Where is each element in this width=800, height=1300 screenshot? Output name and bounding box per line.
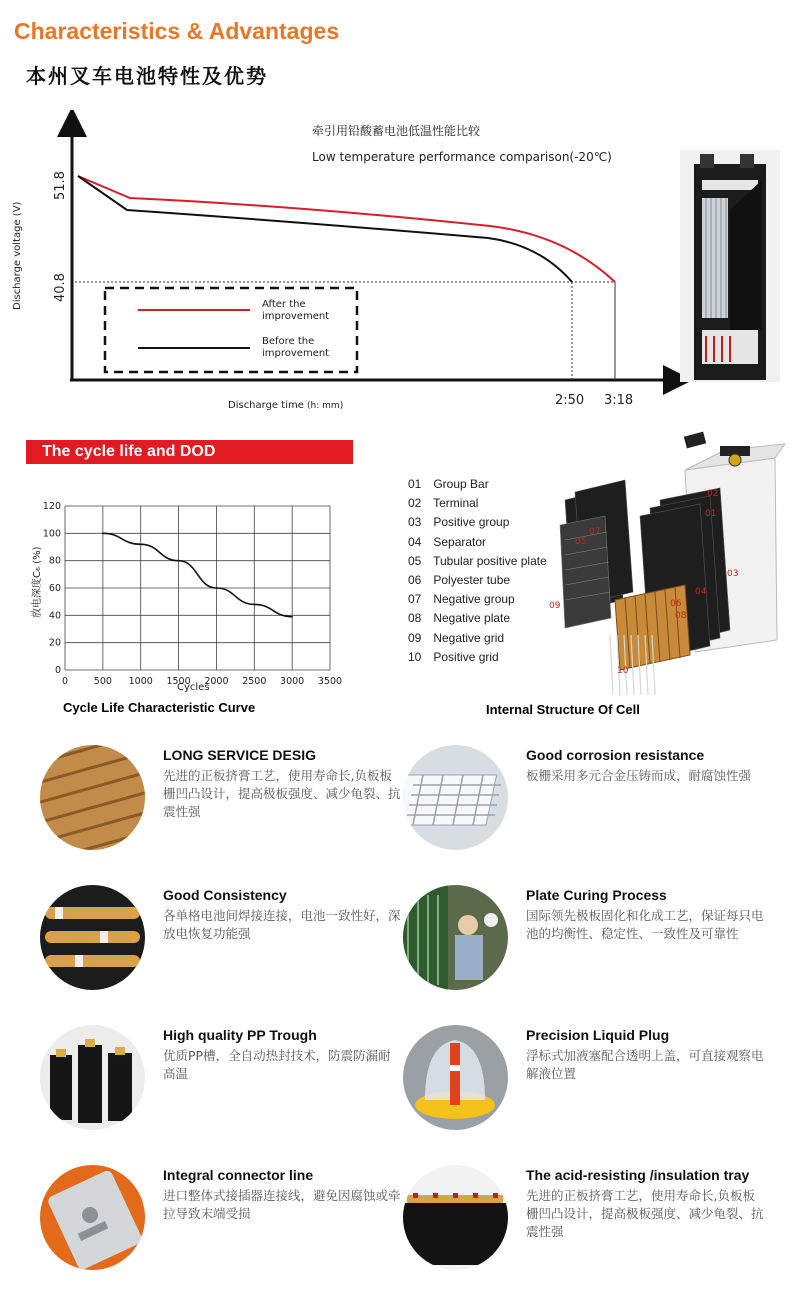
callout-09: 09 <box>549 601 561 611</box>
cycle-ylabel: 放电深度C₆ (%) <box>32 546 43 618</box>
feature-curing <box>403 885 763 995</box>
cycle-y-tick: 60 <box>48 583 61 594</box>
feature-consistency <box>40 885 400 995</box>
feature-long-service <box>40 745 400 855</box>
structure-item <box>408 648 558 667</box>
callout-07: 07 <box>589 527 601 537</box>
cycle-y-tick: 20 <box>48 637 61 649</box>
feature-corrosion <box>403 745 763 855</box>
lowtemp-xlabel <box>228 400 343 411</box>
cycle-y-tick: 100 <box>42 528 61 540</box>
feature-desc: 国际领先极板固化和化成工艺，保证每只电池的均衡性、稳定性、一致性及可靠性 <box>526 908 764 941</box>
lowtemp-xtick-1: 2:50 <box>555 393 585 408</box>
feature-title: Plate Curing Process <box>526 887 667 903</box>
structure-label: Group Bar <box>433 477 489 491</box>
exploded-cell-illustration <box>545 430 790 700</box>
structure-legend <box>408 475 558 667</box>
structure-item <box>408 494 558 513</box>
structure-item <box>408 571 558 590</box>
structure-label: Tubular positive plate <box>433 553 547 568</box>
callout-05: 05 <box>575 537 587 547</box>
cycle-y-tick: 120 <box>42 501 61 512</box>
feature-title: Integral connector line <box>163 1167 314 1183</box>
feature-desc: 优质PP槽，全自动热封技术，防震防漏耐高温 <box>163 1048 391 1081</box>
feature-title: Good corrosion resistance <box>526 747 705 763</box>
lowtemp-title-en: Low temperature performance comparison(-20℃) <box>312 150 612 164</box>
legend-after-1: After the <box>262 299 306 310</box>
feature-title: Precision Liquid Plug <box>526 1027 670 1043</box>
feature-pp-trough <box>40 1025 400 1135</box>
lowtemp-ytick-high: 51.8 <box>53 171 68 200</box>
structure-num: 02 <box>408 496 422 511</box>
feature-image <box>40 1025 145 1130</box>
structure-label: Negative group <box>433 592 515 607</box>
legend-after-2: improvement <box>262 311 330 322</box>
feature-image <box>403 1165 508 1270</box>
terminal-icon <box>729 454 741 466</box>
cycle-x-tick: 2500 <box>242 676 267 687</box>
lowtemp-xlabel-main: Discharge time <box>228 400 304 411</box>
cycle-life-chart <box>20 490 350 705</box>
cycle-x-tick: 500 <box>93 676 112 687</box>
structure-item <box>408 475 558 494</box>
title-en: Characteristics & Advantages <box>14 18 340 44</box>
feature-image <box>403 885 508 990</box>
callout-10: 10 <box>617 666 629 676</box>
structure-label: Positive group <box>433 515 510 530</box>
feature-desc: 各单格电池间焊接连接，电池一致性好，深放电恢复功能强 <box>163 908 401 941</box>
structure-num: 05 <box>408 553 422 568</box>
callout-08: 08 <box>675 611 687 621</box>
cycle-xlabel: Cycles <box>177 682 210 693</box>
cycle-x-tick: 0 <box>61 676 69 687</box>
feature-image <box>403 1025 508 1130</box>
structure-label: Polyester tube <box>433 572 511 587</box>
cycle-point <box>253 604 255 606</box>
structure-num: 03 <box>408 515 422 530</box>
cycle-x-tick: 1500 <box>166 676 191 687</box>
lowtemp-line-after <box>78 176 615 282</box>
structure-num: 09 <box>408 630 422 645</box>
feature-desc: 先进的正板挤膏工艺，使用寿命长,负板板栅凹凸设计，提高极板强度、减少龟裂、抗震性强 <box>163 768 401 819</box>
feature-desc: 板栅采用多元合金压铸而成，耐腐蚀性强 <box>526 768 752 783</box>
lowtemp-xlabel-unit: (h: mm) <box>307 401 344 411</box>
structure-label: Separator <box>433 534 487 549</box>
structure-caption: Internal Structure Of Cell <box>486 702 640 717</box>
legend-before-2: improvement <box>262 348 330 359</box>
cycle-point <box>178 560 180 562</box>
structure-item <box>408 590 558 609</box>
feature-title: High quality PP Trough <box>163 1027 317 1043</box>
cycle-life-line <box>103 533 292 616</box>
cycle-x-tick: 2000 <box>204 676 229 687</box>
structure-num: 06 <box>408 572 422 587</box>
lowtemp-xtick-2: 3:18 <box>604 393 634 408</box>
cycle-x-tick: 3000 <box>280 676 305 687</box>
cycle-x-tick: 3500 <box>317 676 343 687</box>
legend-before-1: Before the <box>262 336 315 347</box>
structure-item <box>408 609 558 628</box>
cycle-point <box>102 533 104 535</box>
structure-num: 10 <box>408 649 422 664</box>
cycle-caption: Cycle Life Characteristic Curve <box>63 700 256 715</box>
feature-title: Good Consistency <box>163 887 287 903</box>
feature-desc: 进口整体式接插器连接线，避免因腐蚀或牵拉导致末端受损 <box>163 1188 401 1221</box>
lowtemp-legend-box <box>105 288 357 372</box>
battery-cell-photo <box>680 150 780 382</box>
callout-02: 02 <box>707 489 719 499</box>
structure-num: 01 <box>408 477 422 491</box>
structure-item <box>408 629 558 648</box>
title-cn: 本州叉车电池特性及优势 <box>26 64 268 88</box>
callout-04: 04 <box>695 587 707 597</box>
cycle-point <box>216 587 218 589</box>
feature-liquid-plug <box>403 1025 763 1135</box>
feature-title: The acid-resisting /insulation tray <box>526 1167 750 1183</box>
lowtemp-ytick-low: 40.8 <box>53 273 68 302</box>
structure-item <box>408 552 558 571</box>
feature-image <box>40 745 145 850</box>
callout-06: 06 <box>670 599 682 609</box>
structure-item <box>408 513 558 532</box>
lowtemp-chart <box>0 110 690 420</box>
feature-desc: 浮标式加液塞配合透明上盖，可直接观察电解液位置 <box>526 1048 764 1081</box>
feature-title: LONG SERVICE DESIG <box>163 747 316 763</box>
lowtemp-line-before <box>78 176 572 282</box>
structure-label: Negative plate <box>433 611 511 626</box>
callout-01: 01 <box>705 509 717 519</box>
cycle-y-tick: 80 <box>48 555 61 567</box>
structure-num: 08 <box>408 611 422 626</box>
cycle-point <box>140 543 142 545</box>
feature-image <box>40 1165 145 1270</box>
lowtemp-ylabel: Discharge voltage (V) <box>12 201 23 310</box>
feature-image <box>403 745 508 850</box>
lowtemp-title-cn: 牵引用铅酸蓄电池低温性能比较 <box>312 124 481 138</box>
callout-03: 03 <box>727 569 739 579</box>
feature-tray <box>403 1165 763 1275</box>
structure-label: Positive grid <box>433 649 499 664</box>
cycle-y-tick: 0 <box>54 665 61 676</box>
feature-connector <box>40 1165 400 1275</box>
cycle-banner-text: The cycle life and DOD <box>42 443 216 460</box>
structure-num: 04 <box>408 534 422 549</box>
feature-image <box>40 885 145 990</box>
cycle-y-tick: 40 <box>48 610 61 622</box>
structure-item <box>408 533 558 552</box>
structure-label: Negative grid <box>433 630 505 645</box>
structure-num: 07 <box>408 592 422 607</box>
cycle-x-tick: 1000 <box>128 676 153 687</box>
structure-label: Terminal <box>433 496 479 511</box>
feature-desc: 先进的正板挤膏工艺，使用寿命长,负板板栅凹凸设计，提高极板强度、减少龟裂、抗震性强 <box>526 1188 764 1239</box>
cycle-point <box>291 616 293 618</box>
